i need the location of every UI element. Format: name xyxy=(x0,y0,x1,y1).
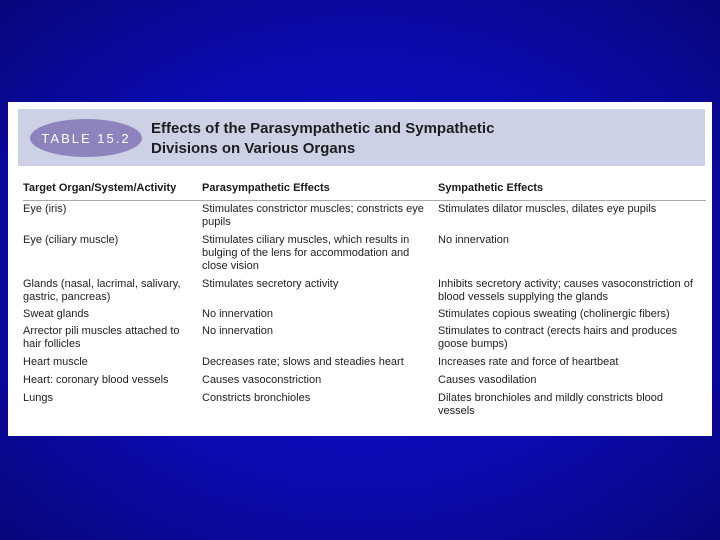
table-header xyxy=(18,109,705,166)
cell-organ: Eye (ciliary muscle) xyxy=(23,234,119,246)
cell-organ: Eye (iris) xyxy=(23,203,67,215)
table-title-line-1: Effects of the Parasympathetic and Sympathetic xyxy=(151,120,495,137)
table-title xyxy=(151,119,671,159)
table-row xyxy=(23,374,706,392)
table-body xyxy=(23,203,706,420)
cell-sympathetic: Stimulates dilator muscles, dilates eye pupils xyxy=(438,203,657,215)
cell-sympathetic: Dilates bronchioles and mildly constricts blood vessels xyxy=(438,392,663,417)
table-row xyxy=(23,278,706,308)
cell-sympathetic: Causes vasodilation xyxy=(438,374,537,386)
table-row xyxy=(23,308,706,325)
table-row xyxy=(23,356,706,374)
column-header-parasympathetic: Parasympathetic Effects xyxy=(202,182,330,194)
cell-sympathetic: Increases rate and force of heartbeat xyxy=(438,356,619,368)
cell-parasympathetic: No innervation xyxy=(202,308,273,320)
table-title-line-2: Divisions on Various Organs xyxy=(151,140,356,157)
cell-parasympathetic: Causes vasoconstriction xyxy=(202,374,322,386)
table-row xyxy=(23,234,706,278)
table-row xyxy=(23,203,706,234)
cell-organ: Heart: coronary blood vessels xyxy=(23,374,169,386)
column-header-sympathetic: Sympathetic Effects xyxy=(438,182,544,194)
cell-sympathetic: Inhibits secretory activity; causes vasoconstriction of blood vessels supplying the glands xyxy=(438,278,693,303)
cell-sympathetic: No innervation xyxy=(438,234,509,246)
table-row xyxy=(23,325,706,356)
column-header-target: Target Organ/System/Activity xyxy=(23,182,177,194)
cell-sympathetic: Stimulates to contract (erects hairs and produces goose bumps) xyxy=(438,325,678,350)
table-row xyxy=(23,392,706,420)
cell-parasympathetic: Decreases rate; slows and steadies heart xyxy=(202,356,404,368)
cell-parasympathetic: Constricts bronchioles xyxy=(202,392,311,404)
cell-organ: Lungs xyxy=(23,392,53,404)
column-header-row xyxy=(23,178,706,201)
cell-parasympathetic: Stimulates secretory activity xyxy=(202,278,339,290)
slide-panel xyxy=(8,102,712,436)
cell-sympathetic: Stimulates copious sweating (cholinergic fibers) xyxy=(438,308,670,320)
cell-parasympathetic: Stimulates constrictor muscles; constricts eye pupils xyxy=(202,203,424,228)
cell-organ: Sweat glands xyxy=(23,308,90,320)
cell-parasympathetic: No innervation xyxy=(202,325,273,337)
cell-parasympathetic: Stimulates ciliary muscles, which results in bulging of the lens for accommodation and close vision xyxy=(202,234,410,272)
table-number-badge: TABLE 15.2 xyxy=(30,119,142,157)
cell-organ: Glands (nasal, lacrimal, salivary, gastric, pancreas) xyxy=(23,278,181,303)
cell-organ: Heart muscle xyxy=(23,356,88,368)
cell-organ: Arrector pili muscles attached to hair follicles xyxy=(23,325,180,350)
